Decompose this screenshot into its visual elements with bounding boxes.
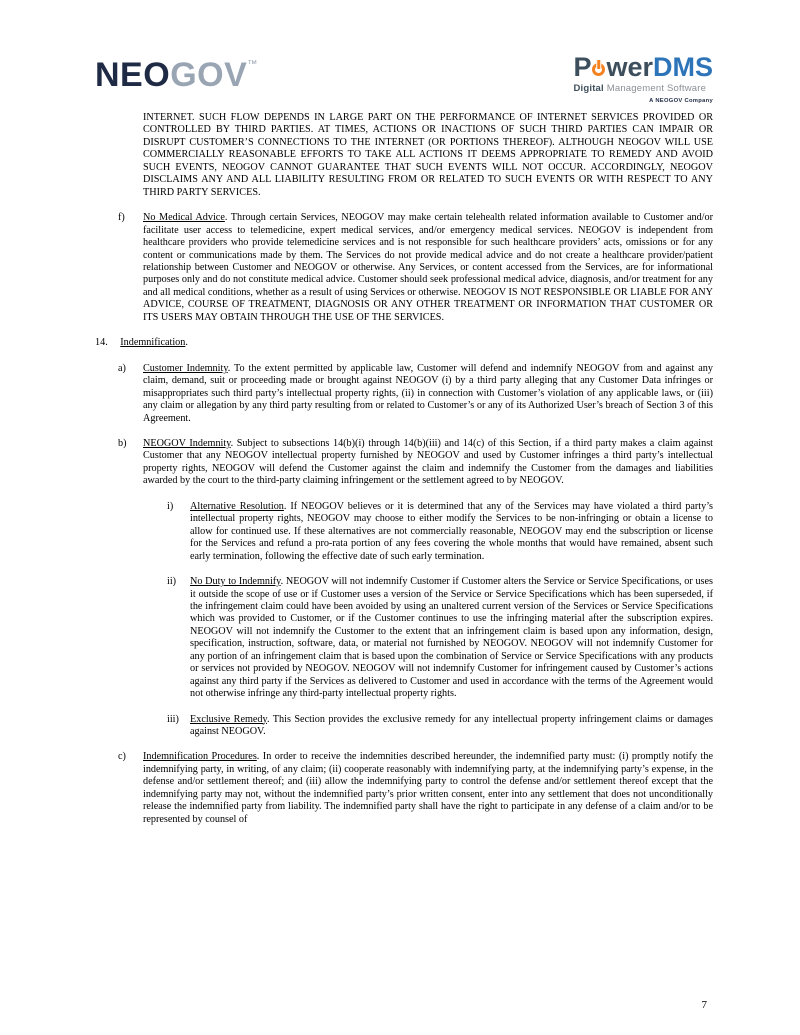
item-label: iii) [167, 713, 179, 725]
item-label: f) [118, 212, 125, 224]
item-body: . To the extent permitted by applicable law, Customer will defend and indemnify NEOGOV from and against any claim, demand, suit or proceeding made or brought against NEOGOV (i) by a third party alleging that any Customer Data infringes or misappropriates such third party’s intellectual property rights, (ii) in connection with Customer’s violation of any applicable laws, or (iii) any claim or allegation by any third party resulting from or related to Customer’s or any of its Authorized User’s breach of Section 3 of this Agreement. [143, 362, 713, 424]
page-number: 7 [701, 999, 707, 1011]
list-item-a-customer-indemnity [95, 363, 713, 425]
document-content [95, 112, 713, 839]
list-item-b-neogov-indemnity [95, 438, 713, 488]
powerdms-logo [573, 54, 713, 104]
item-label: ii) [167, 576, 177, 588]
powerdms-tagline-rest: Management Software [603, 83, 707, 94]
item-heading: Exclusive Remedy [190, 713, 267, 725]
power-button-icon [592, 63, 605, 76]
item-body: . NEOGOV will not indemnify Customer if Customer alters the Service or Service Specifications, or uses it outside the scope of use or if Customer uses a version of the Service or Service Specifications which has been superseded, if the infringement claim could have been avoided by using an unaltered current version of the Services or Service Specifications which was provided to Customer, or if the Customer continues to use the infringing material after the subscription expires. NEOGOV will not indemnify the Customer to the extent that an infringement claim is based upon any information, design, specification, instruction, software, data, or material not furnished by NEOGOV. NEOGOV will not indemnify Customer for any portion of an infringement claim that is based upon the combination of Service or Service Specifications with any products or services not provided by NEOGOV. NEOGOV will not indemnify Customer for infringement caused by Customer’s actions against any third party if the Services as delivered to Customer and used in accordance with the terms of the Agreement would not otherwise infringe any third-party intellectual property rights. [190, 576, 713, 700]
list-item-f-no-medical-advice [95, 212, 713, 324]
powerdms-tagline-bold: Digital [573, 83, 604, 94]
list-item-c-indemnification-procedures [95, 751, 713, 826]
item-body: . If NEOGOV believes or it is determined that any of the Services may have violated a third party’s intellectual property rights, NEOGOV may choose to either modify the Services to be non-infringing or obtain a license to allow for continued use. If these alternatives are not commercially reasonable, NEOGOV may end the subscription or license for the Services and refund a pro-rata portion of any fees covering the whole months that would have remained, absent such early termination, following the effective date of such early termination. [190, 500, 713, 562]
item-label: b) [118, 437, 127, 449]
item-body: . In order to receive the indemnities described hereunder, the indemnified party must: (i) promptly notify the indemnifying party, in writing, of any claim; (ii) cooperate reasonably with indemnifying party, at the indemnifying party’s expense, in the defense and/or settlement thereof; and (iii) allow the indemnifying party to control the defense and/or settlement thereof except that the indemnifying party may not, without the indemnified party’s prior written consent, enter into any settlement that does not unconditionally release the indemnified party from liability. The indemnified party shall have the right to participate in any defense of a claim and/or to be represented by counsel of [143, 751, 713, 825]
powerdms-tagline [573, 83, 713, 94]
item-heading: Customer Indemnity [143, 362, 228, 374]
item-label: 14. [95, 337, 108, 349]
page-header [95, 54, 713, 104]
item-label: c) [118, 751, 126, 763]
item-body: . [185, 337, 188, 349]
item-body: . This Section provides the exclusive remedy for any intellectual property infringement claims or damages against NEOGOV. [190, 713, 713, 738]
list-item-ii-no-duty-to-indemnify [95, 576, 713, 701]
item-label: i) [167, 500, 174, 512]
neogov-logo-neo: NEO [95, 56, 171, 94]
item-body: . Subject to subsections 14(b)(i) through 14(b)(iii) and 14(c) of this Section, if a third party makes a claim against Customer that any NEOGOV intellectual property furnished by NEOGOV and used by Customer infringes a third party’s intellectual property rights, NEOGOV will defend the Customer against the claim and indemnify the Customer from the damages and liabilities awarded by the court to the third-party claiming infringement or the settlement agreed to by NEOGOV. [143, 437, 713, 487]
list-item-i-alternative-resolution [95, 501, 713, 563]
trademark-symbol: ™ [247, 59, 258, 70]
neogov-logo [95, 54, 258, 92]
item-heading: No Duty to Indemnify [190, 576, 281, 588]
powerdms-letters-wer: wer [606, 52, 653, 82]
powerdms-letter-p: P [573, 52, 592, 82]
powerdms-company-line: A NEOGOV Company [649, 98, 713, 104]
powerdms-wordmark [573, 54, 713, 81]
item-label: a) [118, 362, 126, 374]
item-heading: Indemnification Procedures [143, 751, 257, 763]
item-body: . Through certain Services, NEOGOV may make certain telehealth related information available to Customer and/or facilitate user access to telemedicine, expert medical services, and/or emergency medical services. NEOGOV is independent from healthcare providers who provide telemedicine services and is not responsible for such healthcare providers’ acts, omissions or for any content or communications made by them. The Services do not provide medical advice and do not create a healthcare provider/patient relationship between Customer and NEOGOV or otherwise. Any Services, or content accessed from the Services, are for informational purposes only and do not constitute medical advice. Customer should seek professional medical advice, diagnosis, and/or treatment for any and all medical conditions, whether as a result of using Services or otherwise. NEOGOV IS NOT RESPONSIBLE OR LIABLE FOR ANY ADVICE, COURSE OF TREATMENT, DIAGNOSIS OR ANY OTHER TREATMENT OR INFORMATION THAT CUSTOMER OR ITS USERS MAY OBTAIN THROUGH THE USE OF THE SERVICES. [143, 212, 714, 323]
item-heading: Indemnification [120, 337, 186, 349]
list-item-iii-exclusive-remedy [95, 714, 713, 739]
list-item-14-indemnification [95, 337, 713, 349]
paragraph-continuation-caps: INTERNET. SUCH FLOW DEPENDS IN LARGE PART ON THE PERFORMANCE OF INTERNET SERVICES PROVIDED OR CONTROLLED BY THIRD PARTIES. AT TIMES, ACTIONS OR INACTIONS OF SUCH THIRD PARTIES CAN IMPAIR OR DISRUPT CUSTOMER’S CONNECTIONS TO THE INTERNET (OR PORTIONS THEREOF). ALTHOUGH NEOGOV WILL USE COMMERCIALLY REASONABLE EFFORTS TO TAKE ALL ACTIONS IT DEEMS APPROPRIATE TO REMEDY AND AVOID SUCH EVENTS, NEOGOV CANNOT GUARANTEE THAT SUCH EVENTS WILL NOT OCCUR. ACCORDINGLY, NEOGOV DISCLAIMS ANY AND ALL LIABILITY RESULTING FROM OR RELATED TO SUCH EVENTS OR WITH RESPECT TO ANY THIRD PARTY SERVICES. [143, 112, 713, 198]
neogov-logo-gov: GOV [170, 56, 248, 94]
item-heading: No Medical Advice [143, 212, 225, 224]
powerdms-letters-dms: DMS [653, 52, 713, 82]
item-heading: Alternative Resolution [190, 500, 284, 512]
item-heading: NEOGOV Indemnity [143, 437, 231, 449]
